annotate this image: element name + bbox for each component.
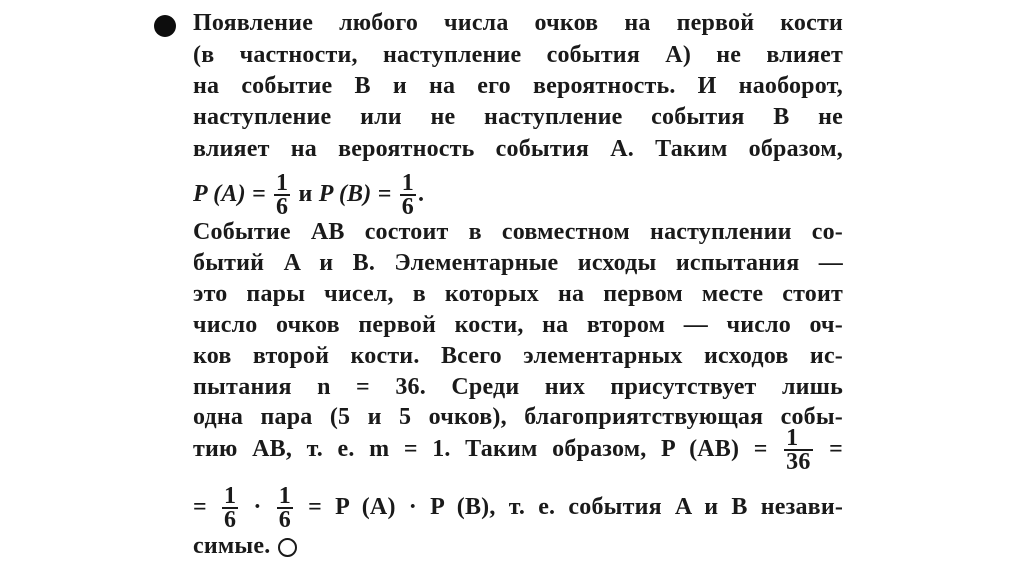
text-line: ков второй кости. Всего элементарных исходов ис- bbox=[193, 343, 843, 369]
fraction-denominator: 6 bbox=[224, 507, 237, 534]
final-word: симые. bbox=[193, 533, 271, 559]
text-line-final bbox=[193, 531, 843, 561]
bullet-point-icon bbox=[154, 15, 176, 37]
formula-pb: P (B) = bbox=[318, 181, 392, 207]
end-of-proof-circle-icon bbox=[278, 538, 297, 557]
fraction-numerator: 1 bbox=[401, 170, 414, 197]
text-line: Появление любого числа очков на первой кости bbox=[193, 10, 843, 36]
text-line: пытания n = 36. Среди них присутствует лишь bbox=[193, 374, 843, 400]
text-line: (в частности, наступление события A) не влияет bbox=[193, 42, 843, 68]
multiplication-dot: · bbox=[253, 494, 262, 520]
formula-text: тию AB, т. е. m = 1. Таким образом, P (AB) = bbox=[193, 436, 768, 462]
text-line: наступление или не наступление события B не bbox=[193, 104, 843, 130]
fraction bbox=[222, 483, 238, 534]
formula-pa: P (A) = bbox=[193, 181, 266, 207]
equals-sign: = bbox=[829, 436, 843, 462]
formula-text: = P (A) · P (B), т. е. события A и B незави- bbox=[308, 494, 844, 520]
fraction bbox=[274, 170, 290, 221]
text-line: бытий A и B. Элементарные исходы испытания — bbox=[193, 250, 843, 276]
fraction bbox=[277, 483, 293, 534]
fraction-numerator: 1 bbox=[278, 483, 291, 510]
fraction-denominator: 6 bbox=[401, 194, 414, 221]
fraction-denominator: 6 bbox=[278, 507, 291, 534]
fraction-denominator: 36 bbox=[786, 449, 811, 476]
formula-line bbox=[193, 170, 843, 221]
period: . bbox=[417, 181, 425, 207]
text-line: Событие AB состоит в совместном наступлении со- bbox=[193, 219, 843, 245]
text-line: это пары чисел, в которых на первом месте стоит bbox=[193, 281, 843, 307]
text-line: число очков первой кости, на втором — число оч- bbox=[193, 312, 843, 338]
fraction-numerator: 1 bbox=[784, 427, 812, 451]
text-line: влияет на вероятность события A. Таким образом, bbox=[193, 136, 843, 162]
fraction-denominator: 6 bbox=[276, 194, 289, 221]
formula-line bbox=[193, 425, 843, 476]
conjunction: и bbox=[298, 181, 313, 207]
fraction-numerator: 1 bbox=[276, 170, 289, 197]
fraction bbox=[784, 425, 812, 476]
fraction bbox=[400, 170, 416, 221]
text-line: одна пара (5 и 5 очков), благоприятствующая собы- bbox=[193, 404, 843, 430]
text-line: на событие B и на его вероятность. И наоборот, bbox=[193, 73, 843, 99]
equals-sign: = bbox=[193, 494, 207, 520]
formula-line bbox=[193, 483, 844, 534]
fraction-numerator: 1 bbox=[224, 483, 237, 510]
